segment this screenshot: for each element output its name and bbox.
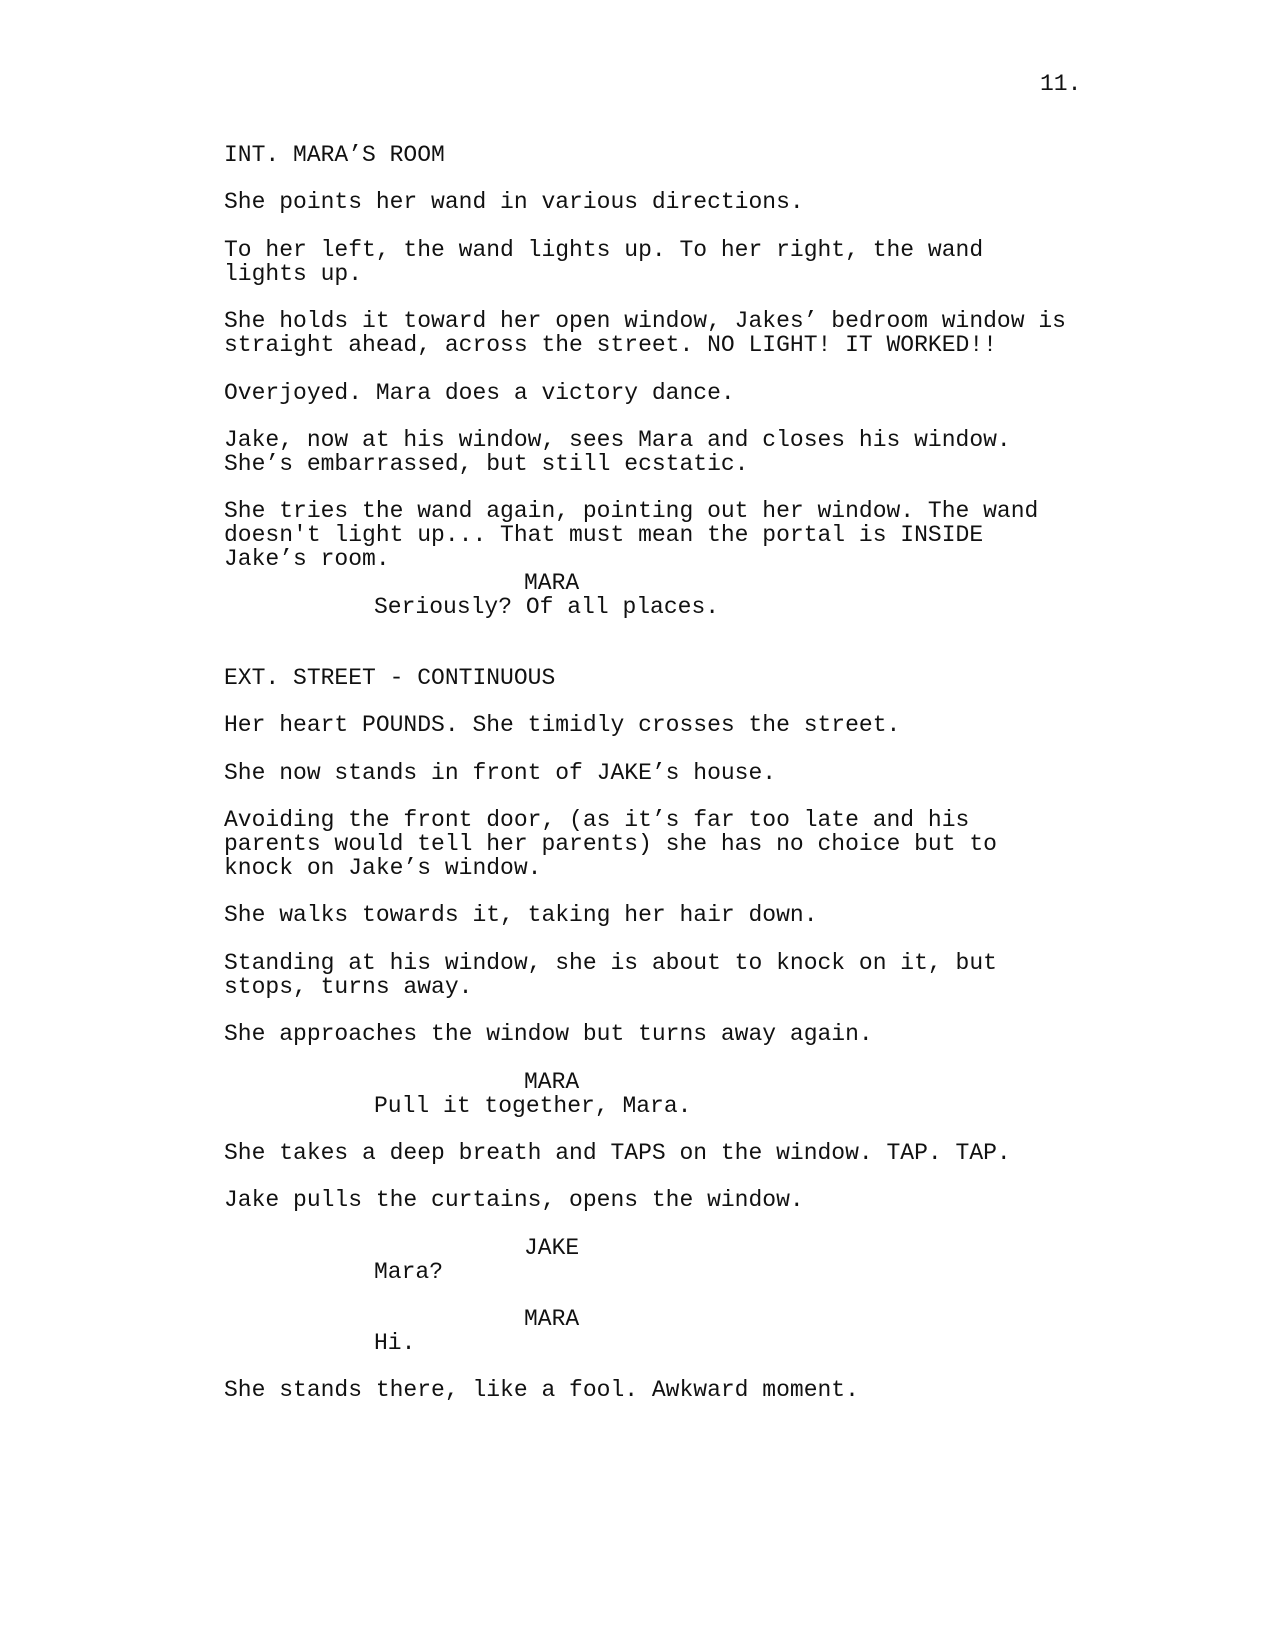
action-line: Overjoyed. Mara does a victory dance. bbox=[224, 380, 735, 406]
action-line: Her heart POUNDS. She timidly crosses the street. bbox=[224, 712, 901, 738]
action-line: She now stands in front of JAKE’s house. bbox=[224, 760, 777, 786]
character-name: MARA bbox=[524, 1306, 580, 1332]
action-line: Jake, now at his window, sees Mara and closes his window. bbox=[224, 427, 1011, 453]
character-name: JAKE bbox=[524, 1235, 580, 1261]
action-line: knock on Jake’s window. bbox=[224, 855, 542, 881]
action-line: She holds it toward her open window, Jakes’ bedroom window is bbox=[224, 308, 1066, 334]
dialogue-line: Mara? bbox=[374, 1259, 444, 1285]
action-line: lights up. bbox=[224, 261, 363, 287]
action-line: She’s embarrassed, but still ecstatic. bbox=[224, 451, 749, 477]
dialogue-line: Pull it together, Mara. bbox=[374, 1093, 692, 1119]
action-line: She approaches the window but turns away again. bbox=[224, 1021, 873, 1047]
action-line: She takes a deep breath and TAPS on the window. TAP. TAP. bbox=[224, 1140, 1011, 1166]
scene-heading: INT. MARA’S ROOM bbox=[224, 142, 445, 168]
action-line: parents would tell her parents) she has no choice but to bbox=[224, 831, 997, 857]
action-line: doesn't light up... That must mean the portal is INSIDE bbox=[224, 522, 984, 548]
action-line: Standing at his window, she is about to knock on it, but bbox=[224, 950, 997, 976]
action-line: Jake pulls the curtains, opens the window. bbox=[224, 1187, 804, 1213]
action-line: She tries the wand again, pointing out her window. The wand bbox=[224, 498, 1039, 524]
action-line: Avoiding the front door, (as it’s far too late and his bbox=[224, 807, 970, 833]
dialogue-line: Hi. bbox=[374, 1330, 416, 1356]
action-line: stops, turns away. bbox=[224, 974, 473, 1000]
dialogue-line: Seriously? Of all places. bbox=[374, 594, 720, 620]
action-line: She stands there, like a fool. Awkward moment. bbox=[224, 1377, 859, 1403]
action-line: To her left, the wand lights up. To her right, the wand bbox=[224, 237, 984, 263]
action-line: She points her wand in various directions. bbox=[224, 189, 804, 215]
action-line: She walks towards it, taking her hair down. bbox=[224, 902, 818, 928]
scene-heading: EXT. STREET - CONTINUOUS bbox=[224, 665, 556, 691]
action-line: Jake’s room. bbox=[224, 546, 390, 572]
action-line: straight ahead, across the street. NO LIGHT! IT WORKED!! bbox=[224, 332, 997, 358]
character-name: MARA bbox=[524, 1069, 580, 1095]
character-name: MARA bbox=[524, 570, 580, 596]
page-number: 11. bbox=[1040, 71, 1082, 97]
